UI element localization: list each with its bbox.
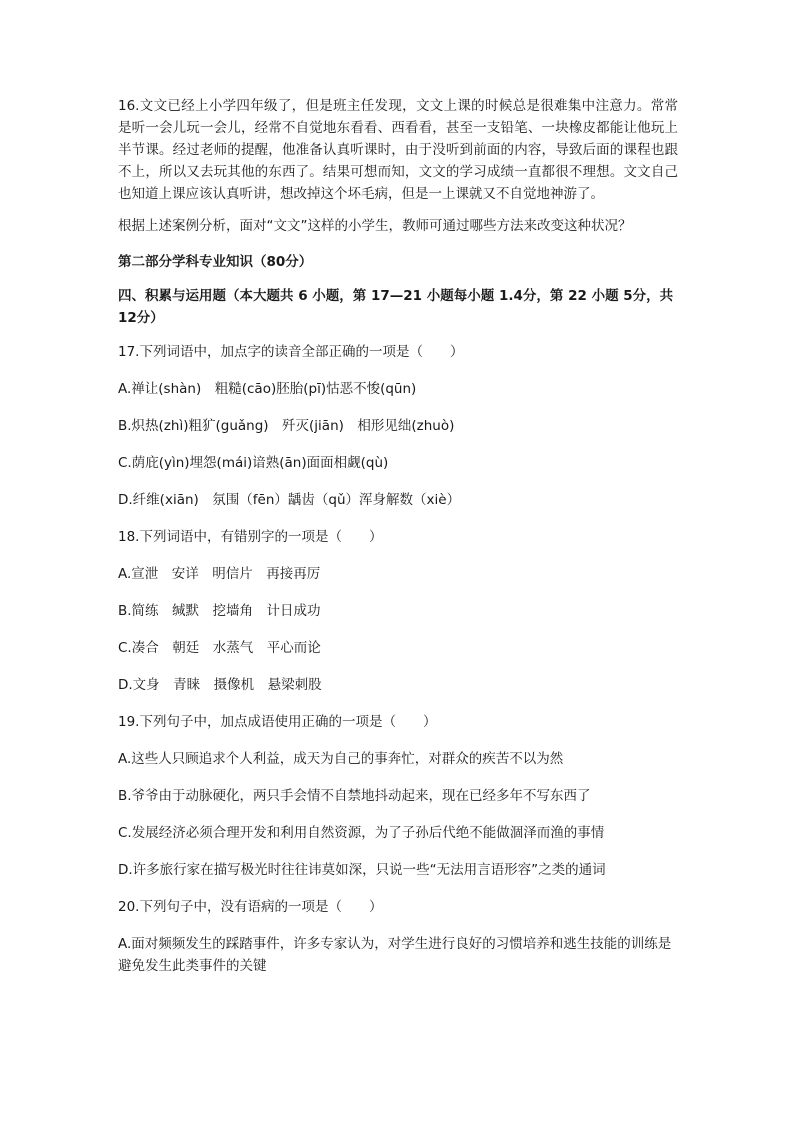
option-a: A.宣泄 安详 明信片 再接再厉 (118, 566, 321, 582)
question-title: 20.下列句子中，没有语病的一项是（ ） (118, 899, 383, 915)
option-a: A.这些人只顾追求个人利益，成天为自己的事奔忙，对群众的疾苦不以为然 (118, 751, 564, 767)
question-title: 17.下列词语中，加点字的读音全部正确的一项是（ ） (118, 344, 464, 360)
q16-question: 根据上述案例分析，面对“文文”这样的小学生，教师可通过哪些方法来改变这种状况？ (118, 218, 632, 234)
question-title: 18.下列词语中，有错别字的一项是（ ） (118, 529, 383, 545)
section4-heading: 四、积累与运用题（本大题共 6 小题，第 17—21 小题每小题 1.4分，第 22 小题 5分，共 12分） (118, 288, 674, 326)
option-c: C.发展经济必须合理开发和利用自然资源，为了子孙后代绝不能做涸泽而渔的事情 (118, 825, 605, 841)
option-b: B.爷爷由于动脉硬化，两只手会情不自禁地抖动起来，现在已经多年不写东西了 (118, 788, 591, 804)
question-18 (118, 526, 678, 696)
question-17 (118, 341, 678, 511)
q16-case-text: 16.文文已经上小学四年级了，但是班主任发现，文文上课的时候总是很难集中注意力。常常是听一会儿玩一会儿，经常不自觉地东看看、西看看，甚至一支铅笔、一块橡皮都能让他玩上半节课。经过老师的提醒，他准备认真听课时，由于没听到前面的内容，导致后面的课程也跟不上，所以又去玩其他的东西了。结果可想而知，文文的学习成绩一直都很不理想。文文自己也知道上课应该认真听讲，想改掉这个坏毛病，但是一上课就又不自觉地神游了。 (118, 98, 678, 202)
option-d: D.纤维(xiān) 氛围（fēn）龋齿（qǔ）浑身解数（xiè） (118, 492, 461, 508)
option-d: D.文身 青睐 摄像机 悬梁刺股 (118, 677, 322, 693)
option-d: D.许多旅行家在描写极光时往往讳莫如深，只说一些“无法用言语形容”之类的通词 (118, 862, 606, 878)
document-page (118, 95, 678, 987)
option-c: C.凑合 朝廷 水蒸气 平心而论 (118, 640, 321, 656)
question-title: 19.下列句子中，加点成语使用正确的一项是（ ） (118, 714, 437, 730)
option-b: B.炽热(zhì)粗犷(guǎng) 歼灭(jiān) 相形见绌(zhuò) (118, 418, 455, 434)
option-a: A.面对频频发生的踩踏事件，许多专家认为，对学生进行良好的习惯培养和逃生技能的训练是避免发生此类事件的关键 (118, 936, 672, 974)
option-a: A.禅让(shàn) 粗糙(cāo)胚胎(pī)怙恶不悛(qūn) (118, 381, 417, 397)
question-20 (118, 896, 678, 977)
option-c: C.荫庇(yìn)埋怨(mái)谙熟(ān)面面相觑(qù) (118, 455, 389, 471)
part2-heading: 第二部分学科专业知识（80分） (118, 254, 313, 270)
question-19 (118, 711, 678, 881)
option-b: B.简练 缄默 挖墙角 计日成功 (118, 603, 321, 619)
